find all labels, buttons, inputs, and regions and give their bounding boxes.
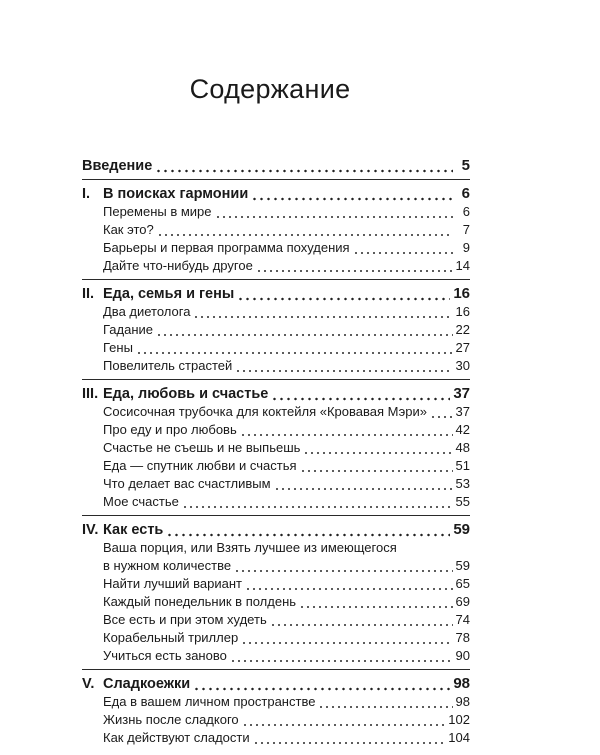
toc-chapter-label: Введение	[82, 158, 153, 174]
dot-leader	[215, 203, 453, 221]
dot-leader	[234, 557, 452, 575]
toc-page-number: 14	[455, 258, 470, 273]
toc-page-number: 98	[453, 675, 470, 692]
dot-leader	[193, 674, 450, 693]
dot-leader	[155, 156, 453, 175]
toc-page-number: 78	[455, 630, 470, 645]
toc-page-number: 90	[455, 648, 470, 663]
dot-leader	[166, 520, 450, 539]
toc-section-label: Жизнь после сладкого	[103, 712, 239, 727]
toc-chapter-row[interactable]	[82, 674, 470, 693]
toc-chapter-number: II.	[82, 286, 95, 302]
toc-page-number: 37	[453, 385, 470, 402]
toc-section-row[interactable]	[82, 611, 470, 629]
toc-page-number: 53	[455, 476, 470, 491]
toc-page-number: 65	[455, 576, 470, 591]
toc-page-number: 22	[455, 322, 470, 337]
dot-leader	[318, 693, 452, 711]
toc-chapter-label: В поисках гармонии	[103, 186, 249, 202]
toc-page-number: 30	[455, 358, 470, 373]
toc-group-intro	[82, 156, 470, 180]
toc-section-label: Перемены в мире	[103, 204, 212, 219]
toc-page-number: 6	[462, 204, 470, 219]
toc-page-number: 5	[461, 157, 470, 174]
toc-section-label: Все есть и при этом худеть	[103, 612, 267, 627]
toc-page-number: 51	[455, 458, 470, 473]
dot-leader	[353, 239, 453, 257]
toc-section-row[interactable]	[82, 321, 470, 339]
toc-section-label: Мое счастье	[103, 494, 179, 509]
page-title: Содержание	[189, 74, 351, 104]
toc-section-row[interactable]	[82, 475, 470, 493]
dot-leader	[299, 593, 452, 611]
toc-page-number: 7	[462, 222, 470, 237]
toc-group-chapter-3	[82, 384, 470, 516]
toc-chapter-row[interactable]	[82, 520, 470, 539]
toc-chapter-row[interactable]	[82, 284, 470, 303]
toc-page-number: 6	[461, 185, 470, 202]
toc-section-label: Барьеры и первая программа похудения	[103, 240, 350, 255]
toc-section-label-continuation: в нужном количестве	[103, 558, 232, 573]
dot-leader	[300, 457, 453, 475]
toc-section-row[interactable]	[82, 439, 470, 457]
toc-group-chapter-5	[82, 674, 470, 751]
toc-section-label: Повелитель страстей	[103, 358, 233, 373]
dot-leader	[274, 475, 453, 493]
table-of-contents	[82, 156, 470, 755]
toc-page-number: 59	[453, 521, 470, 538]
toc-section-row[interactable]	[82, 221, 470, 239]
toc-page-number: 16	[453, 285, 470, 302]
toc-section-row[interactable]	[82, 711, 470, 729]
toc-page-number: 42	[455, 422, 470, 437]
toc-page-number: 16	[455, 304, 470, 319]
toc-section-row[interactable]	[82, 339, 470, 357]
toc-section-label: Гадание	[103, 322, 154, 337]
dot-leader	[242, 711, 446, 729]
toc-group-chapter-1	[82, 184, 470, 280]
toc-page-number: 69	[455, 594, 470, 609]
toc-chapter-label: Еда, семья и гены	[103, 286, 235, 302]
toc-section-row[interactable]	[82, 303, 470, 321]
toc-section-row-continuation[interactable]	[82, 557, 470, 575]
toc-chapter-number: III.	[82, 386, 99, 402]
toc-section-label: Найти лучший вариант	[103, 576, 242, 591]
toc-page-number: 104	[448, 730, 470, 745]
toc-section-row[interactable]	[82, 421, 470, 439]
toc-section-label: Гены	[103, 340, 133, 355]
toc-group-chapter-2	[82, 284, 470, 380]
dot-leader	[240, 421, 453, 439]
toc-section-row[interactable]	[82, 403, 470, 421]
toc-section-label: Дайте что-нибудь другое	[103, 258, 253, 273]
dot-leader	[245, 575, 453, 593]
dot-leader	[182, 493, 453, 511]
toc-section-label: Каждый понедельник в полдень	[103, 594, 297, 609]
dot-leader	[230, 647, 453, 665]
toc-section-row[interactable]	[82, 629, 470, 647]
toc-page-number: 55	[455, 494, 470, 509]
toc-section-label: Как действуют сладости	[103, 730, 250, 745]
toc-section-label: Еда — спутник любви и счастья	[103, 458, 297, 473]
toc-section-row[interactable]	[82, 539, 470, 557]
toc-chapter-number: V.	[82, 676, 95, 692]
toc-section-row[interactable]	[82, 493, 470, 511]
dot-leader	[157, 221, 453, 239]
toc-section-label: Как это?	[103, 222, 154, 237]
toc-page-number: 27	[455, 340, 470, 355]
toc-page-number: 48	[455, 440, 470, 455]
toc-section-label: Учиться есть заново	[103, 648, 227, 663]
toc-section-label: Два диетолога	[103, 304, 191, 319]
toc-page-number: 9	[462, 240, 470, 255]
dot-leader	[251, 184, 453, 203]
dot-leader	[136, 339, 453, 357]
toc-section-row[interactable]	[82, 729, 470, 747]
dot-leader	[270, 611, 453, 629]
toc-section-row[interactable]	[82, 257, 470, 275]
dot-leader	[235, 357, 452, 375]
toc-section-row[interactable]	[82, 693, 470, 711]
toc-group-chapter-4	[82, 520, 470, 670]
toc-chapter-row[interactable]	[82, 384, 470, 403]
toc-section-label: Про еду и про любовь	[103, 422, 237, 437]
dot-leader	[156, 321, 453, 339]
toc-section-label: Еда в вашем личном пространстве	[103, 694, 316, 709]
toc-chapter-number: IV.	[82, 522, 99, 538]
dot-leader	[271, 384, 450, 403]
dot-leader	[256, 257, 453, 275]
toc-chapter-label: Как есть	[103, 522, 164, 538]
toc-section-row[interactable]	[82, 457, 470, 475]
toc-section-row[interactable]	[82, 647, 470, 665]
toc-page-number: 74	[455, 612, 470, 627]
toc-section-row[interactable]	[82, 357, 470, 375]
dot-leader	[253, 729, 446, 747]
toc-page-number: 37	[455, 404, 470, 419]
toc-section-row[interactable]	[82, 239, 470, 257]
toc-chapter-row[interactable]	[82, 184, 470, 203]
toc-chapter-row[interactable]	[82, 156, 470, 175]
dot-leader	[193, 303, 452, 321]
dot-leader	[241, 629, 452, 647]
toc-section-label: Сосисочная трубочка для коктейля «Кровавая Мэри»	[103, 404, 427, 419]
toc-chapter-label: Сладкоежки	[103, 676, 191, 692]
toc-page-number: 59	[455, 558, 470, 573]
toc-page-number: 98	[455, 694, 470, 709]
toc-section-label: Счастье не съешь и не выпьешь	[103, 440, 301, 455]
toc-section-label: Что делает вас счастливым	[103, 476, 271, 491]
toc-section-label: Ваша порция, или Взять лучшее из имеющегося	[103, 540, 397, 555]
toc-section-row[interactable]	[82, 575, 470, 593]
toc-section-row[interactable]	[82, 593, 470, 611]
toc-chapter-number: I.	[82, 186, 91, 202]
toc-chapter-label: Еда, любовь и счастье	[103, 386, 269, 402]
dot-leader	[303, 439, 452, 457]
toc-section-row[interactable]	[82, 203, 470, 221]
toc-page-number: 102	[448, 712, 470, 727]
dot-leader	[430, 403, 453, 421]
toc-section-label: Корабельный триллер	[103, 630, 239, 645]
dot-leader	[237, 284, 450, 303]
